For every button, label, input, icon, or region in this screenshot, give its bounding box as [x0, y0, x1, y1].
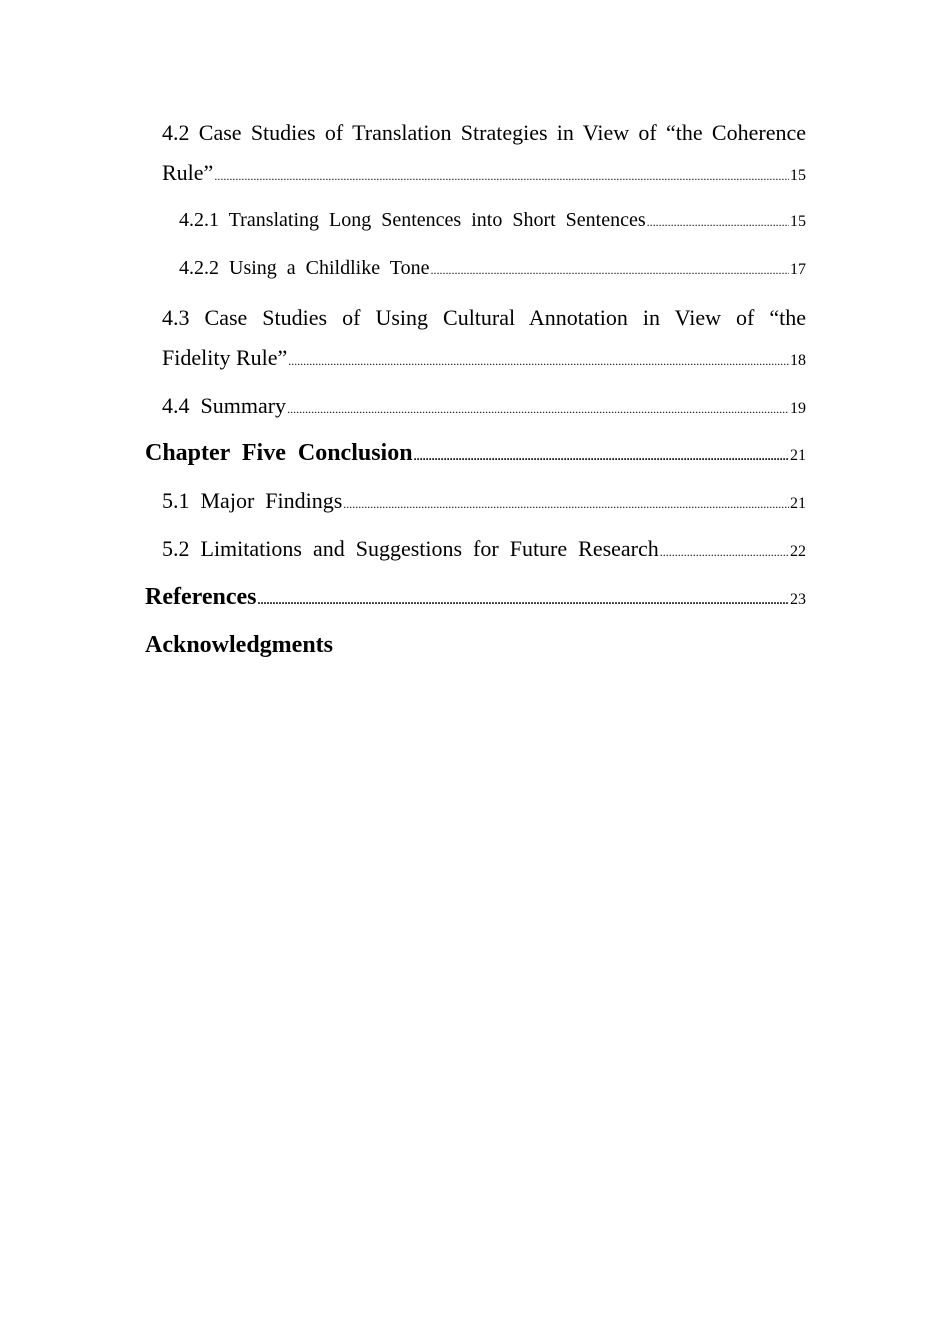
- toc-entry-label: Chapter Five Conclusion: [145, 440, 413, 466]
- toc-entry-label: 5.1 Major Findings: [162, 488, 343, 513]
- toc-entry-4-2-line1: 4.2 Case Studies of Translation Strategies in View of “the Coherence: [162, 120, 806, 145]
- toc-entry-label: 4.2.1 Translating Long Sentences into Short Sentences: [179, 209, 646, 231]
- toc-page-number: 21: [790, 447, 806, 464]
- toc-page-number: 17: [790, 261, 806, 278]
- toc-page-number: 19: [790, 400, 806, 417]
- toc-page-number: 15: [790, 213, 806, 230]
- dot-leader: [647, 215, 789, 230]
- toc-page-number: 22: [790, 543, 806, 560]
- toc-entry-4-2-1[interactable]: [179, 209, 806, 232]
- toc-entry-4-3[interactable]: [162, 345, 806, 371]
- dot-leader: [343, 497, 789, 512]
- toc-page-number: 15: [790, 167, 806, 184]
- toc-acknowledgments[interactable]: [145, 632, 806, 659]
- toc-references[interactable]: [145, 584, 806, 611]
- toc-entry-4-3-line1: 4.3 Case Studies of Using Cultural Annotation in View of “the: [162, 305, 806, 330]
- dot-leader: [287, 402, 789, 417]
- toc-entry-5-2[interactable]: [162, 536, 806, 562]
- dot-leader: [258, 593, 790, 608]
- toc-entry-4-2-2[interactable]: [179, 257, 806, 280]
- toc-entry-label: Rule”: [162, 160, 214, 185]
- toc-page-number: 21: [790, 495, 806, 512]
- toc-page-number: 23: [790, 591, 806, 608]
- toc-entry-label: Acknowledgments: [145, 632, 334, 658]
- dot-leader: [660, 545, 789, 560]
- toc-entry-4-4[interactable]: [162, 393, 806, 419]
- dot-leader: [430, 263, 789, 278]
- dot-leader: [214, 169, 789, 184]
- toc-entry-label: References: [145, 584, 257, 610]
- toc-entry-label: Fidelity Rule”: [162, 345, 288, 370]
- dot-leader: [288, 354, 789, 369]
- toc-entry-4-2[interactable]: [162, 160, 806, 186]
- toc-entry-label: 4.2.2 Using a Childlike Tone: [179, 257, 430, 279]
- toc-chapter-five[interactable]: [145, 440, 806, 467]
- toc-entry-label: 5.2 Limitations and Suggestions for Future Research: [162, 536, 659, 561]
- toc-page-number: 18: [790, 352, 806, 369]
- toc-entry-label: 4.4 Summary: [162, 393, 287, 418]
- toc-entry-5-1[interactable]: [162, 488, 806, 514]
- dot-leader: [414, 449, 789, 464]
